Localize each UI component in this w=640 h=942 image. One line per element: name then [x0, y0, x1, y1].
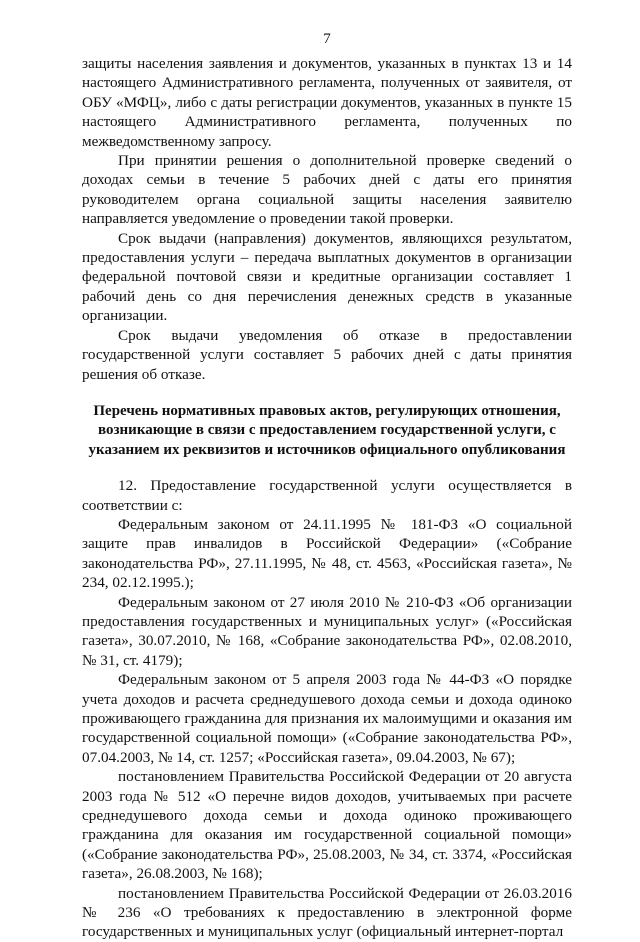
paragraph-resolution-512: постановлением Правительства Российской Федерации от 20 августа 2003 года № 512 «О перечне видов доходов, учитываемых при расчете среднедушевого дохода семьи и дохода одиноко проживающего гражданина для оказания им государственной социальной помощи» («Собрание законодательства РФ», 25.08.2003, № 34, ст. 3374, «Российская газета», 26.08.2003, № 168); — [82, 768, 572, 883]
paragraph-law-181-fz: Федеральным законом от 24.11.1995 № 181-ФЗ «О социальной защите прав инвалидов в Российской Федерации» («Собрание законодательства РФ», 27.11.1995, № 48, ст. 4563, «Российская газета», № 234, 02.12.1995.); — [82, 515, 572, 592]
paragraph-refusal-notice-deadline: Срок выдачи уведомления об отказе в предоставлении государственной услуги составляет 5 рабочих дней с даты принятия решения об отказе. — [82, 326, 572, 383]
paragraph-deadline-continuation: защиты населения заявления и документов, указанных в пунктах 13 и 14 настоящего Административного регламента, полученных от заявителя, от ОБУ «МФЦ», либо с даты регистрации документов, указанных в пункте 15 настоящего Административного регламента, полученных по межведомственному запросу. — [82, 55, 572, 150]
document-page — [82, 30, 572, 942]
section-heading: Перечень нормативных правовых актов, регулирующих отношения, возникающие в связи с предоставлением государственной услуги, с указанием их реквизитов и источников официального опубликования — [88, 402, 566, 458]
paragraph-resolution-236: постановлением Правительства Российской Федерации от 26.03.2016 № 236 «О требованиях к предоставлению в электронной форме государственных и муниципальных услуг (официальный интернет-портал — [82, 884, 572, 941]
paragraph-payment-documents-deadline: Срок выдачи (направления) документов, являющихся результатом, предоставления услуги – передача выплатных документов в организации федеральной почтовой связи и кредитные организации составляет 1 рабочий день со дня перечисления денежных средств в указанные организации. — [82, 229, 572, 325]
paragraph-law-44-fz: Федеральным законом от 5 апреля 2003 года № 44-ФЗ «О порядке учета доходов и расчета среднедушевого дохода семьи и дохода одиноко проживающего гражданина для признания их малоимущими и оказания им государственной социальной помощи» («Собрание законодательства РФ», 07.04.2003, № 14, ст. 1257; «Российская газета», 09.04.2003, № 67); — [82, 671, 572, 766]
paragraph-law-210-fz: Федеральным законом от 27 июля 2010 № 210-ФЗ «Об организации предоставления государственных и муниципальных услуг» («Российская газета», 30.07.2010, № 168, «Собрание законодательства РФ», 02.08.2010, № 31, ст. 4179); — [82, 593, 572, 669]
page-number: 7 — [323, 31, 331, 47]
paragraph-additional-check: При принятии решения о дополнительной проверке сведений о доходах семьи в течение 5 рабочих дней с даты его принятия руководителем органа социальной защиты населения заявителю направляется уведомление о проведении такой проверки. — [82, 152, 572, 228]
paragraph-item-12: 12. Предоставление государственной услуги осуществляется в соответствии с: — [82, 477, 572, 514]
